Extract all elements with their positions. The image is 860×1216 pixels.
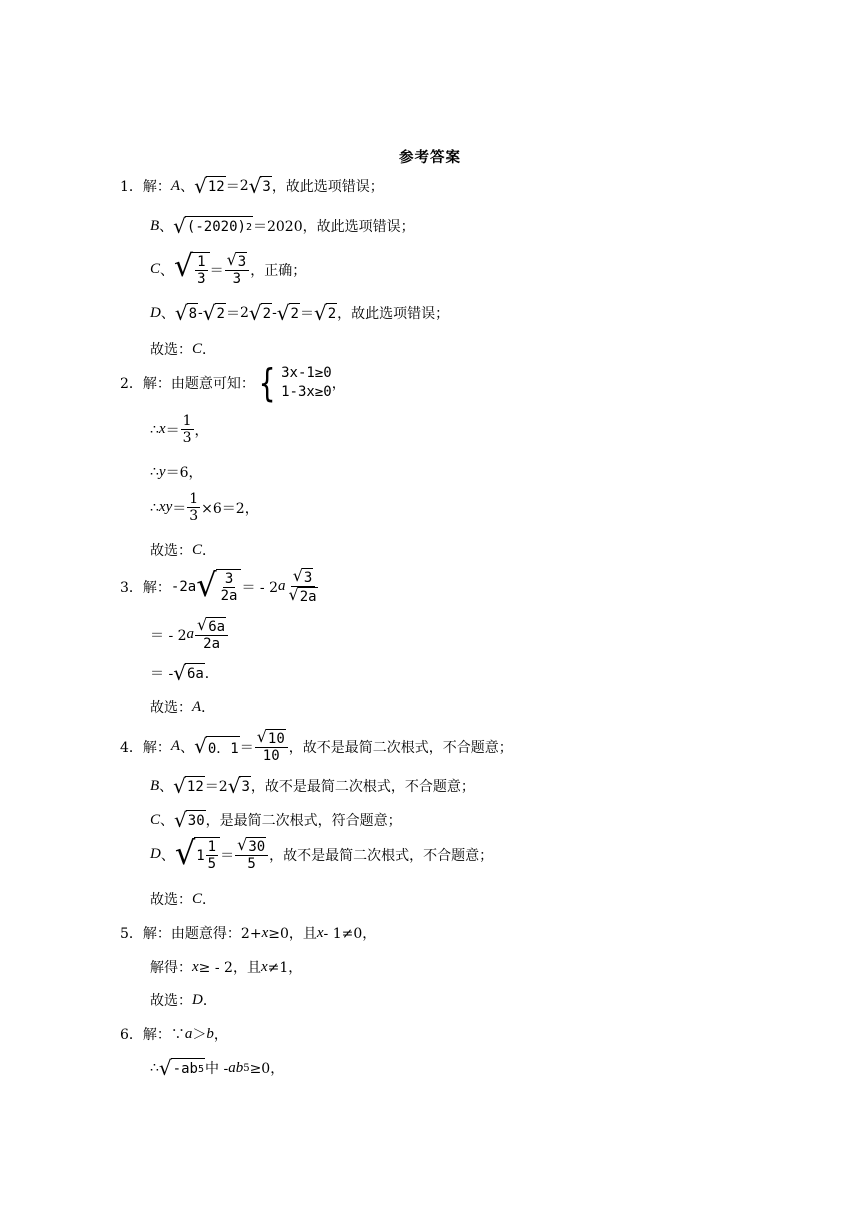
q5-number: 5． [120,926,143,942]
q5-answer: 故选： D ． [150,991,217,1009]
q1-line-d: D 、 √ 8 - √ 2 ＝ 2 √ 2 - √ 2 ＝ √ 2 ，故此选项错误； [150,301,450,325]
q2-y-value: ∴ y ＝6， [150,463,203,481]
q4-number: 4． [120,739,143,756]
sqrt-2020-squared: √ (-2020) 2 [173,214,252,238]
q2-x-value: ∴ x ＝ $\frac{1}{3}$ ， [150,413,209,447]
sqrt-3: √ 3 [248,174,271,198]
left-brace-icon: { [258,361,276,405]
sqrt-12: √ 12 [194,174,225,198]
q5-line-b: 解得： x ≥ - 2，且 x ≠1， [150,958,303,976]
q2-answer: 故选： C ． [150,541,217,559]
page-title: 参考答案 [399,149,461,166]
q2-xy-value: ∴ xy ＝ $\frac{1}{3}$ ×6＝2， [150,491,259,525]
q3-line-a: 3． 解： -2a √ $\frac{3}{2a}$ ＝ - 2 a √ 3 √ 2a [120,566,317,606]
q4-line-a: 4． 解： A 、 √ 0．1 ＝ √ 10 10 ，故不是最简二次根式，不合题意； [120,727,513,765]
q5-line-a: 5． 解：由题意得：2+ x ≥0，且 x - 1≠0， [120,924,377,942]
q6-number: 6． [120,1027,143,1043]
q6-line-b: ∴ √ -ab 5 中 - ab 5 ≥0， [150,1056,285,1080]
sqrt-one-third: √ $\frac{1}{3}$ [174,252,210,287]
q1-line-c: C 、 √ $\frac{1}{3}$ ＝ √ 3 3 ，正确； [150,249,307,288]
q1-line-a: 1． 解： A 、 √ 12 ＝ 2 √ 3 ，故此选项错误； [120,174,384,198]
q1-answer: 故选： C ． [150,340,217,358]
q3-line-c: ＝ - √ 6a ． [150,661,219,685]
q2-number: 2． [120,376,143,392]
q6-line-a: 6． 解：∵ a ＞ b ， [120,1025,228,1043]
frac-sqrt3-over-3: √ 3 3 [225,252,250,287]
q4-line-b: B 、 √ 12 ＝2 √ 3 ，故不是最简二次根式，不合题意； [150,774,475,798]
q3-answer: 故选： A ． [150,698,216,716]
q3-number: 3． [120,579,143,596]
q3-line-b: ＝ - 2 a √ 6a 2a [150,617,229,652]
q4-line-d: D 、 √ 1 $\frac{1}{5}$ ＝ √ 30 5 ，故不是最简二次根式，不合题意； [150,834,494,873]
q2-line-a: 2． 解：由题意可知： { 3x-1≥0 1-3x≥0 ， [120,361,346,405]
q4-answer: 故选： C ． [150,890,217,908]
q1-line-b: B 、 √ (-2020) 2 ＝2020 ，故此选项错误； [150,214,415,238]
q1-number: 1． [120,179,143,195]
inequality-system: 3x-1≥0 1-3x≥0 [281,365,332,400]
q4-line-c: C 、 √ 30 ，是最简二次根式，符合题意； [150,808,402,832]
